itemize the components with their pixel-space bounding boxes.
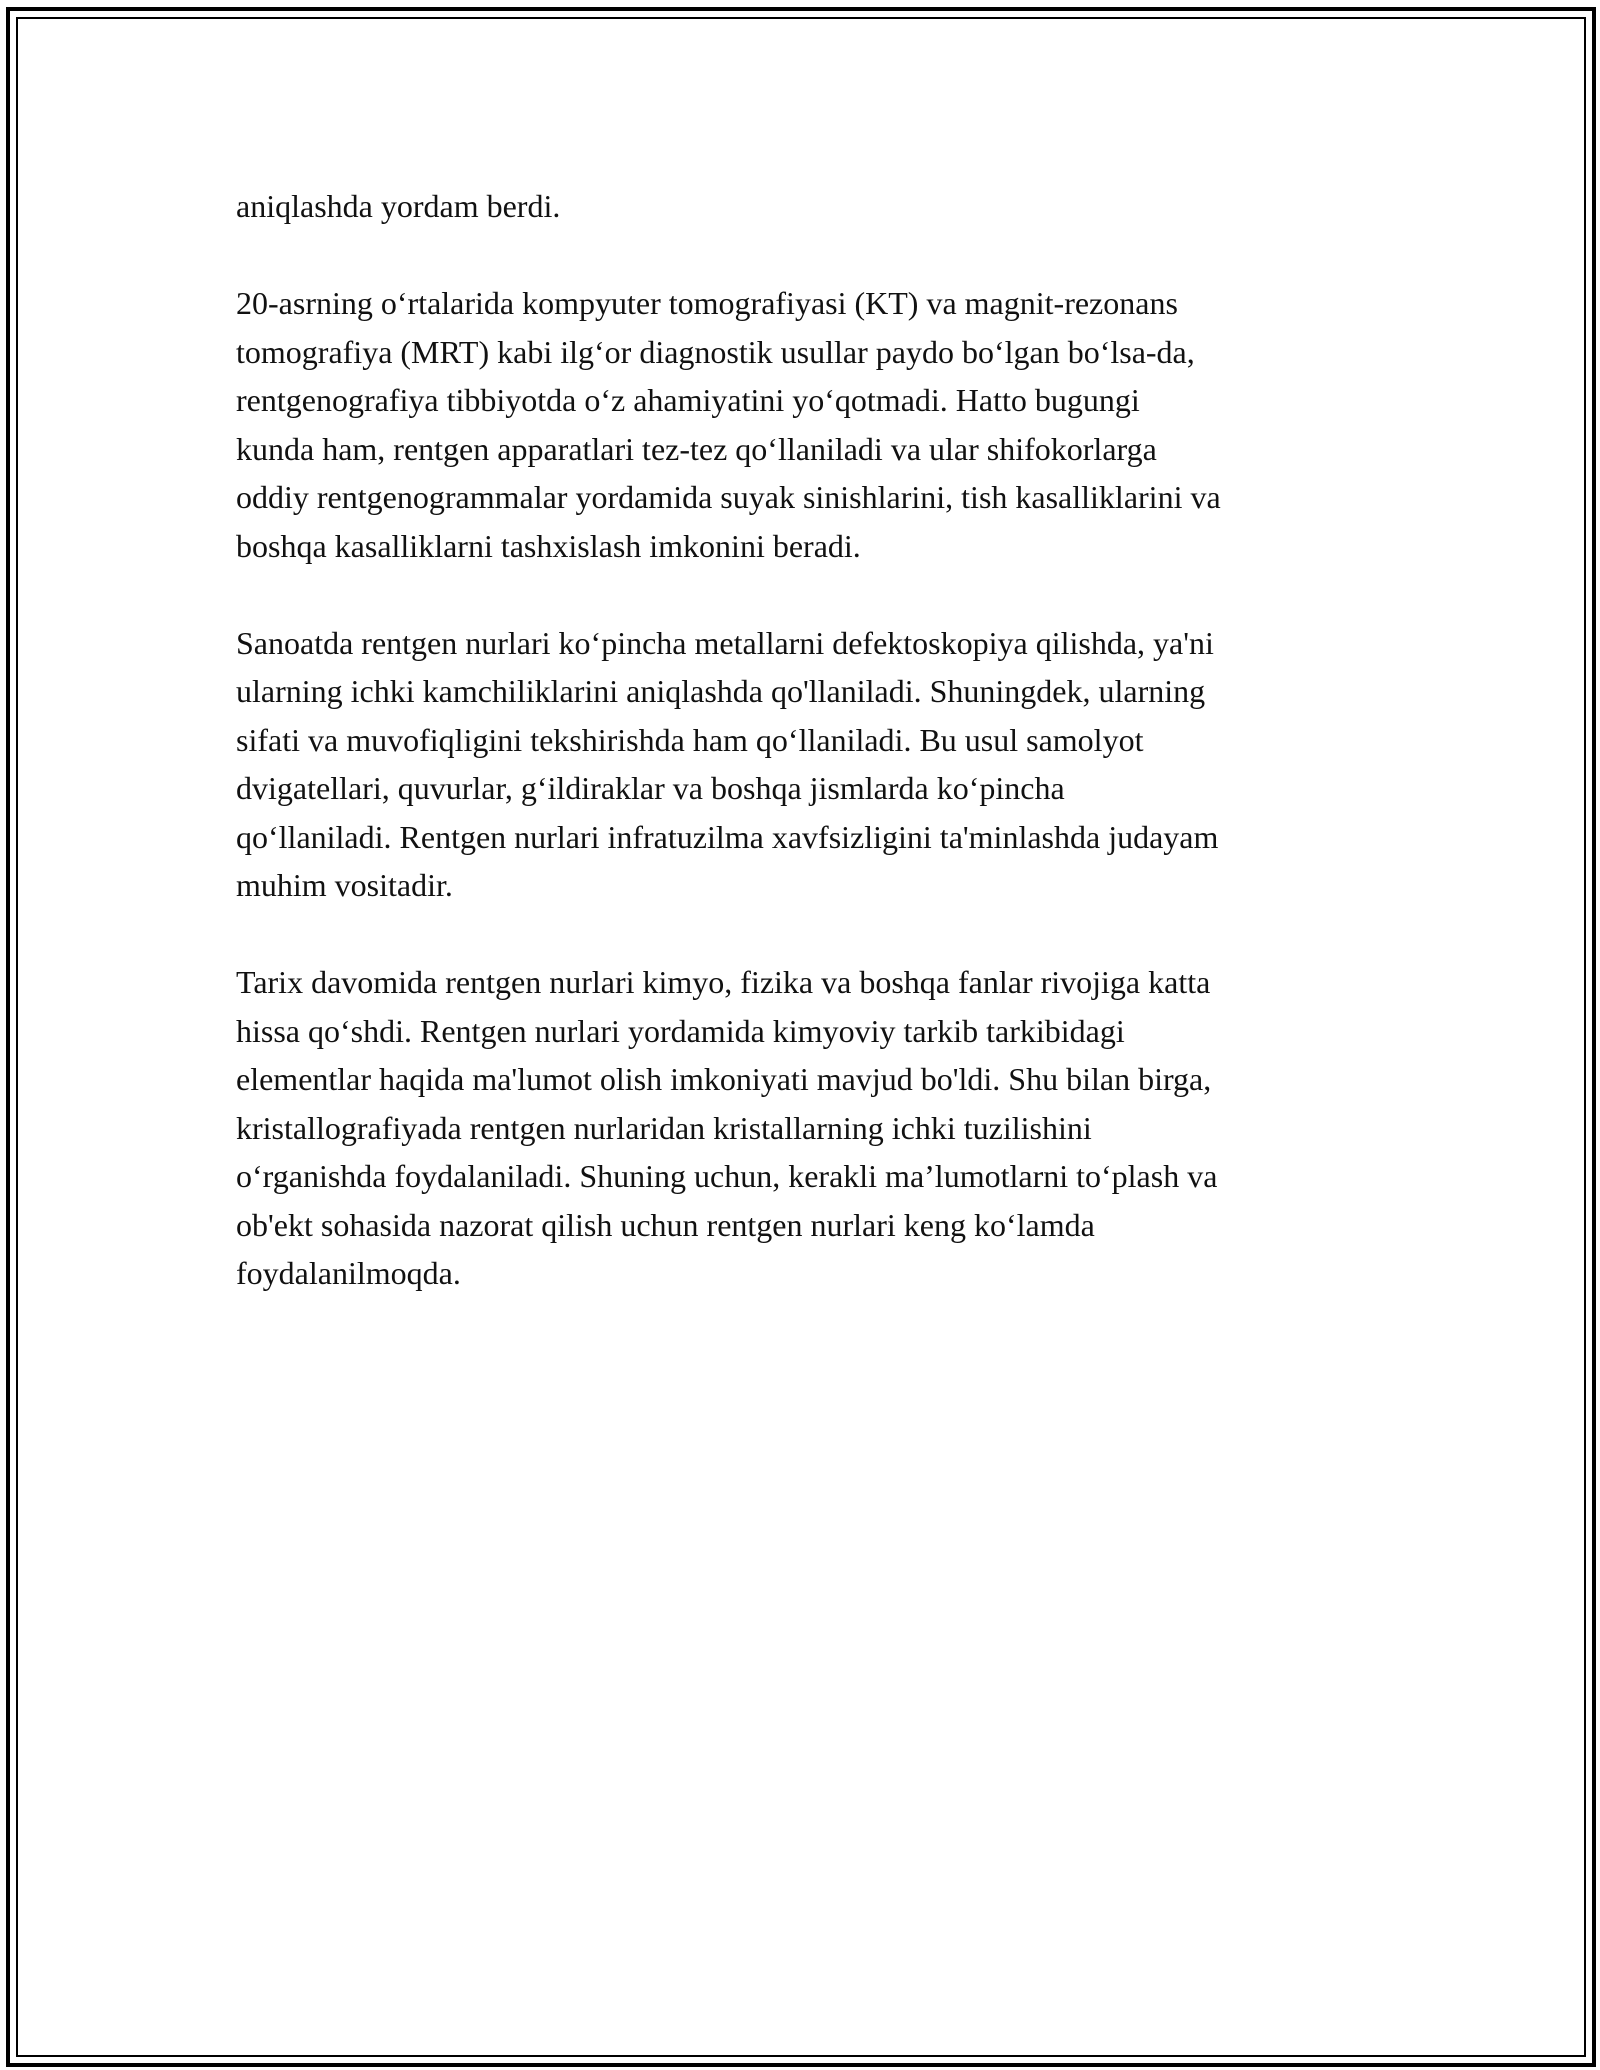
document-body — [236, 182, 1376, 1346]
paragraph-industry: Sanoatda rentgen nurlari ko‘pincha metallarni defektoskopiya qilishda, ya'ni ularning ichki kamchiliklarini aniqlashda qo'llaniladi. Shuningdek, ularning sifati va muvofiqligini tekshirishda ham qo‘llaniladi. Bu usul samolyot dvigatellari, quvurlar, g‘ildiraklar va boshqa jismlarda ko‘pincha qo‘llaniladi. Rentgen nurlari infratuzilma xavfsizligini ta'minlashda judayam muhim vositadir. — [236, 624, 1219, 903]
paragraph-science: Tarix davomida rentgen nurlari kimyo, fizika va boshqa fanlar rivojiga katta hissa qo‘shdi. Rentgen nurlari yordamida kimyoviy tarkib tarkibidagi elementlar haqida ma'lumot olish imkoniyati mavjud bo'ldi. Shu bilan birga, kristallografiyada rentgen nurlaridan kristallarning ichki tuzilishini o‘rganishda foydalaniladi. Shuning uchun, kerakli ma’lumotlarni to‘plash va ob'ekt sohasida nazorat qilish uchun rentgen nurlari keng ko‘lamda foydalanilmoqda. — [236, 964, 1218, 1291]
paragraph-continuation: aniqlashda yordam berdi. — [236, 188, 561, 224]
paragraph-medicine: 20-asrning o‘rtalarida kompyuter tomografiyasi (KT) va magnit-rezonans tomografiya (MRT) kabi ilg‘or diagnostik usullar paydo bo‘lgan bo‘lsa-da, rentgenografiya tibbiyotda o‘z ahamiyatini yo‘qotmadi. Hatto bugungi kunda ham, rentgen apparatlari tez-tez qo‘llaniladi va ular shifokorlarga oddiy rentgenogrammalar yordamida suyak sinishlarini, tish kasalliklarini va boshqa kasalliklarni tashxislash imkonini beradi. — [236, 285, 1221, 564]
